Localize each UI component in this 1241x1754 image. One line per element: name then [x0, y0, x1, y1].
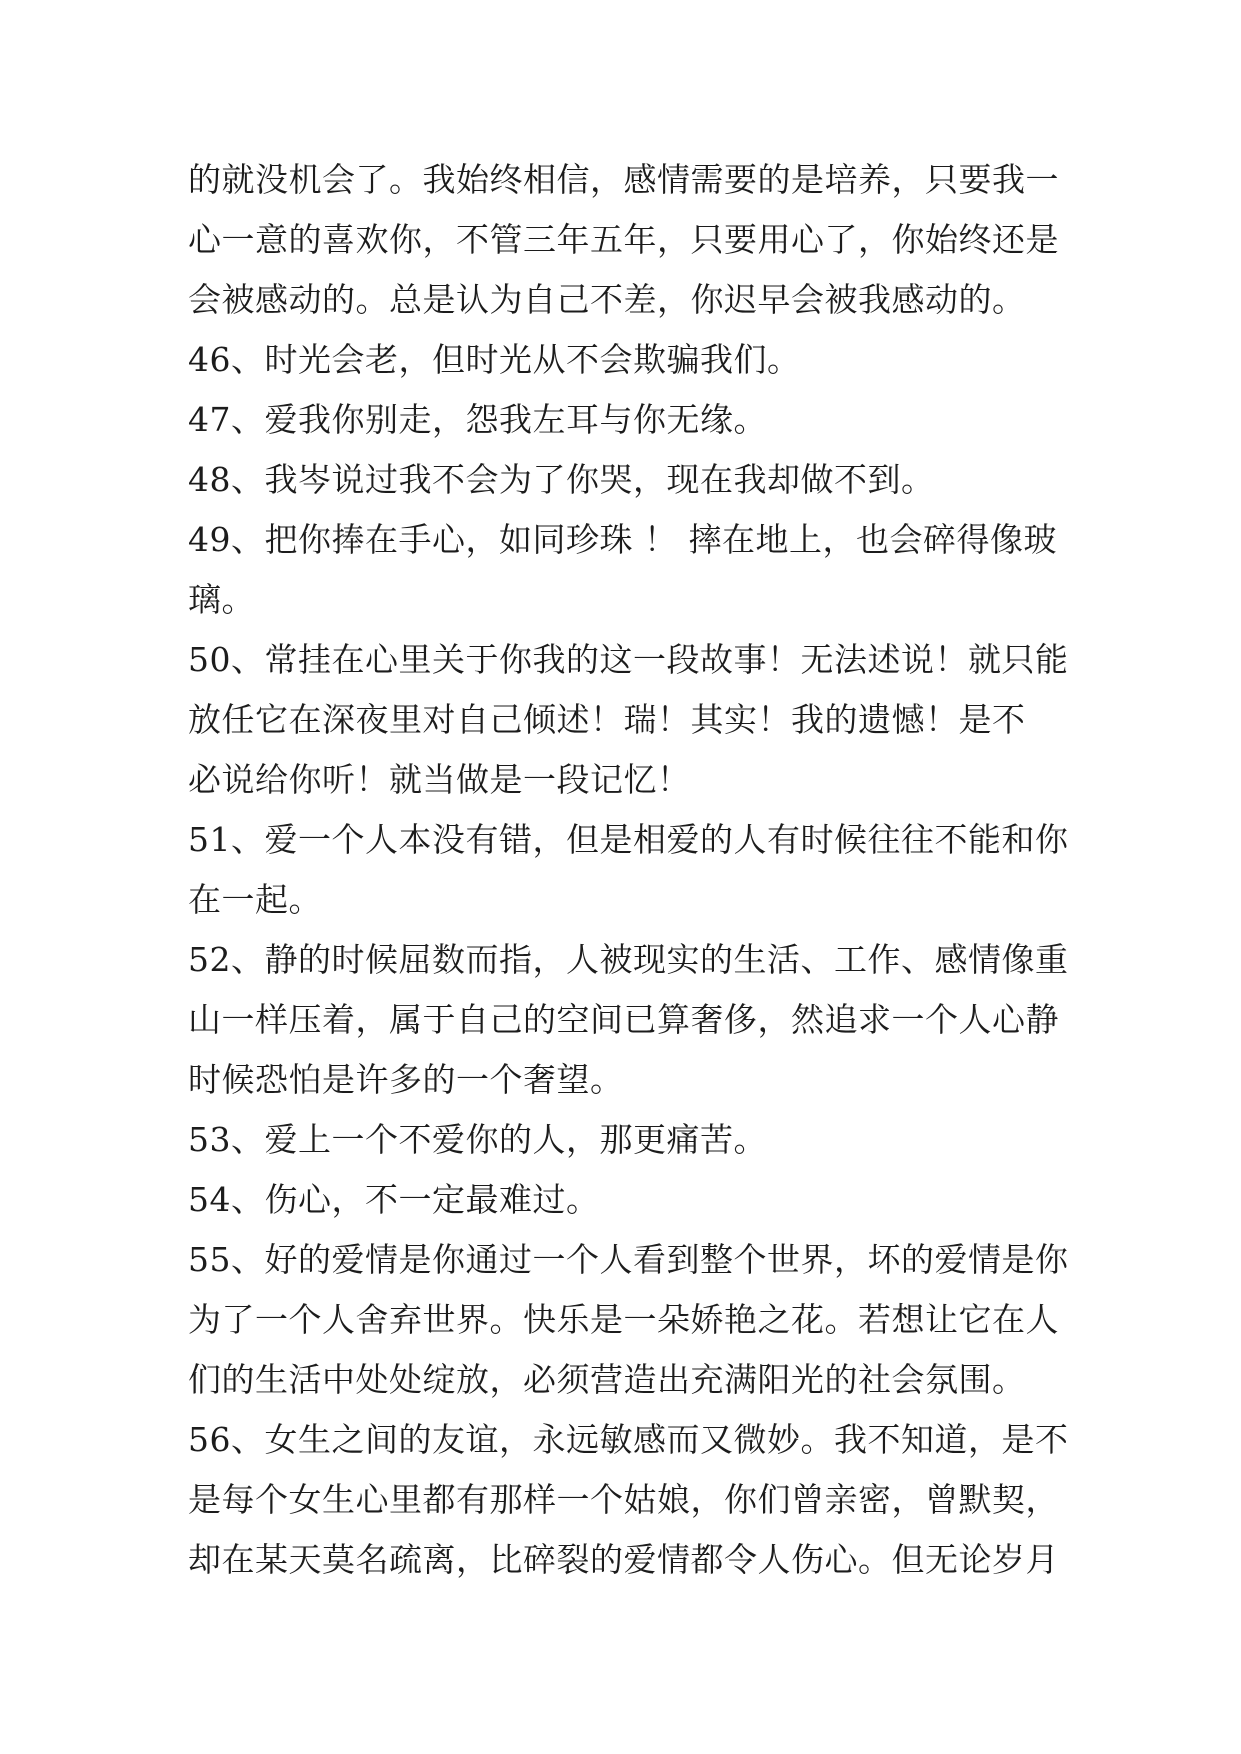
- text-line: 是每个女生心里都有那样一个姑娘，你们曾亲密，曾默契，: [188, 1480, 1059, 1519]
- document-body: [188, 150, 1068, 1590]
- text-line: 49、把你捧在手心，如同珍珠 ！ 摔在地上，也会碎得像玻: [188, 520, 1057, 559]
- text-line: 会被感动的。总是认为自己不差，你迟早会被我感动的。: [188, 280, 1026, 319]
- text-line: 53、爱上一个不爱你的人，那更痛苦。: [188, 1120, 767, 1159]
- text-line: 48、我岑说过我不会为了你哭，现在我却做不到。: [188, 460, 935, 499]
- text-line: 们的生活中处处绽放，必须营造出充满阳光的社会氛围。: [188, 1360, 1026, 1399]
- text-line: 在一起。: [188, 880, 322, 919]
- text-line: 却在某天莫名疏离，比碎裂的爱情都令人伤心。但无论岁月: [188, 1540, 1059, 1579]
- text-line: 必说给你听！就当做是一段记忆！: [188, 760, 691, 799]
- text-line: 璃。: [188, 580, 255, 619]
- text-line: 47、爱我你别走，怨我左耳与你无缘。: [188, 400, 767, 439]
- text-line: 55、好的爱情是你通过一个人看到整个世界，坏的爱情是你: [188, 1240, 1069, 1279]
- text-line: 为了一个人舍弃世界。快乐是一朵娇艳之花。若想让它在人: [188, 1300, 1059, 1339]
- text-line: 时候恐怕是许多的一个奢望。: [188, 1060, 624, 1099]
- text-line: 51、爱一个人本没有错，但是相爱的人有时候往往不能和你: [188, 820, 1069, 859]
- text-line: 56、女生之间的友谊，永远敏感而又微妙。我不知道，是不: [188, 1420, 1069, 1459]
- text-line: 54、伤心，不一定最难过。: [188, 1180, 600, 1219]
- text-line: 山一样压着，属于自己的空间已算奢侈，然追求一个人心静: [188, 1000, 1059, 1039]
- text-line: 46、时光会老，但时光从不会欺骗我们。: [188, 340, 801, 379]
- text-line: 的就没机会了。我始终相信，感情需要的是培养，只要我一: [188, 160, 1059, 199]
- text-line: 52、静的时候屈数而指，人被现实的生活、工作、感情像重: [188, 940, 1069, 979]
- text-line: 心一意的喜欢你，不管三年五年，只要用心了，你始终还是: [188, 220, 1059, 259]
- text-line: 50、常挂在心里关于你我的这一段故事！无法述说！就只能: [188, 640, 1069, 679]
- text-line: 放任它在深夜里对自己倾述！瑞！其实！我的遗憾！是不: [188, 700, 1026, 739]
